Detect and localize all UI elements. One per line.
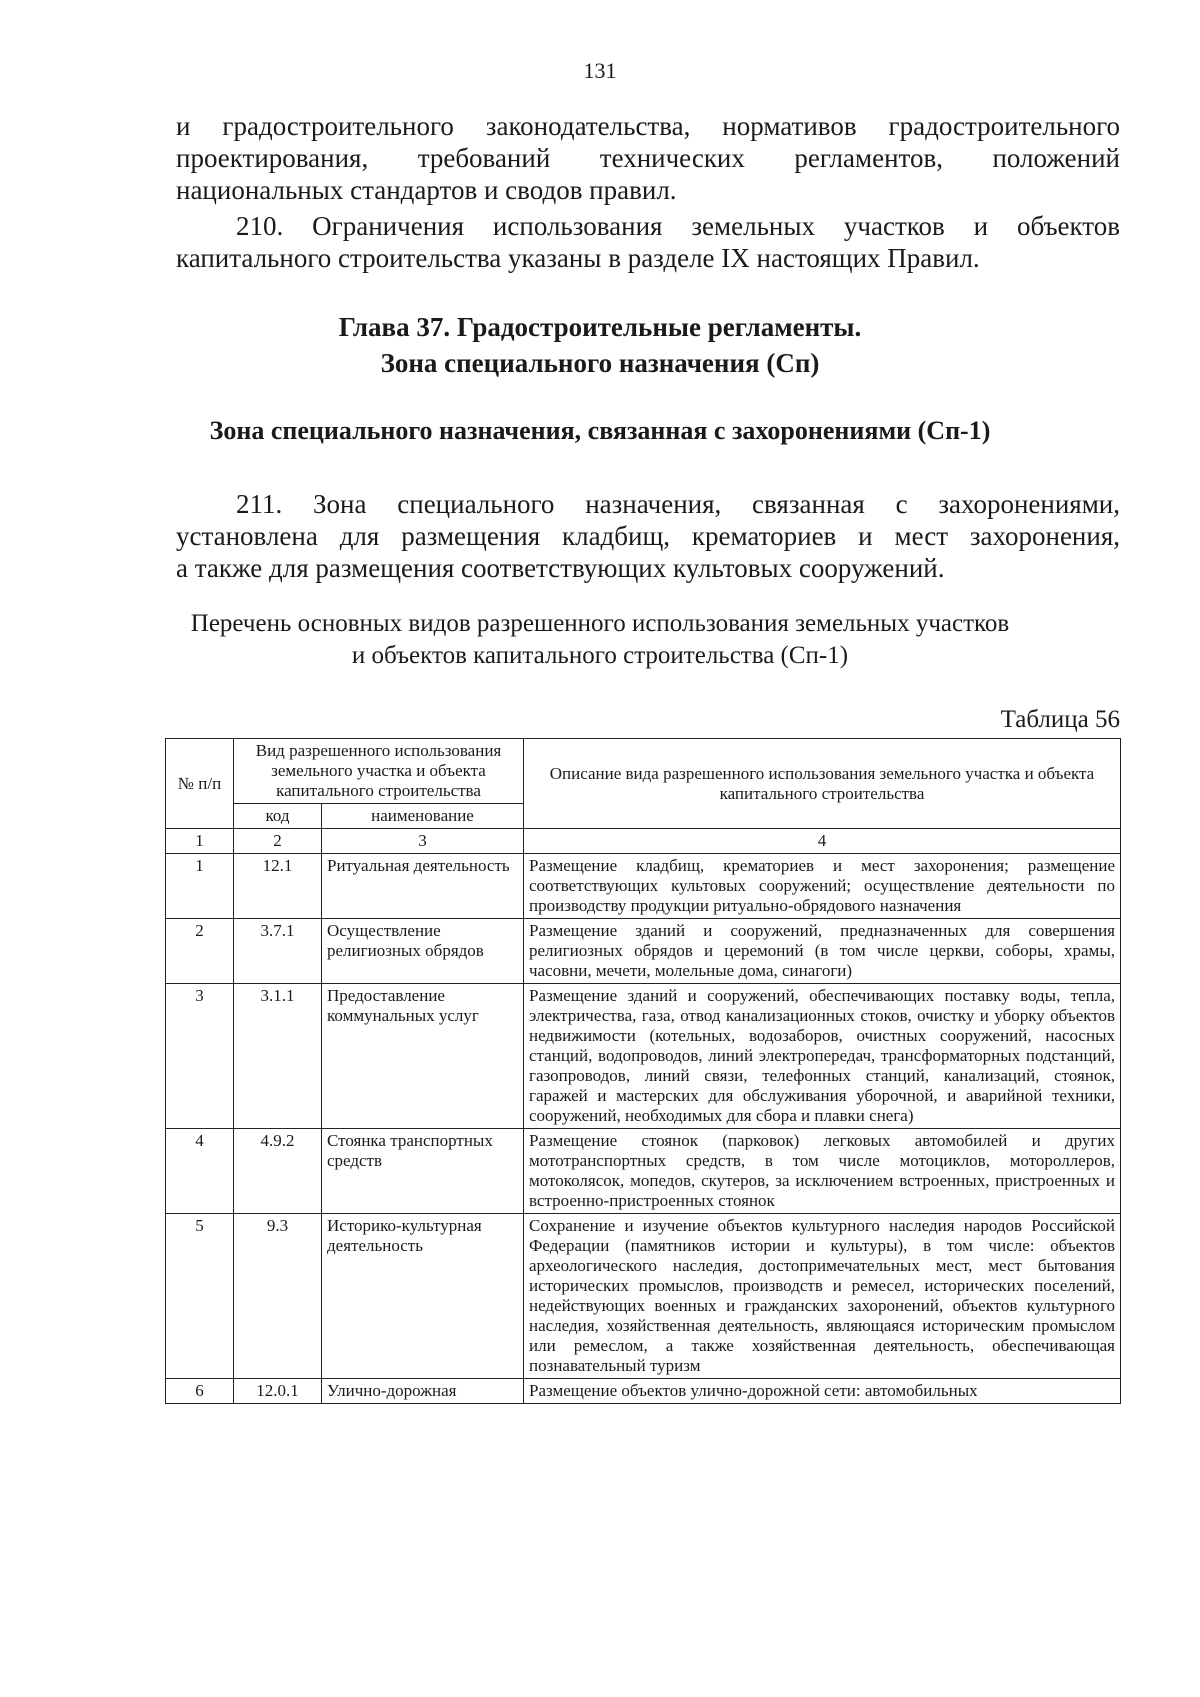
header-name: наименование <box>322 804 524 829</box>
row-num: 1 <box>166 854 234 919</box>
row-num: 5 <box>166 1214 234 1379</box>
table-row <box>166 919 1121 984</box>
row-code: 12.1 <box>234 854 322 919</box>
clause-210 <box>176 210 1120 274</box>
row-name: Историко-культурная деятельность <box>322 1214 524 1379</box>
list-title-continued: и объектов капитального строительства (Сп-1) <box>351 642 849 669</box>
row-code: 4.9.2 <box>234 1129 322 1214</box>
row-desc: Размещение кладбищ, крематориев и мест захоронения; размещение соответствующих культовых сооружений; осуществление деятельности по производству продукции ритуально-обрядового назначения <box>524 854 1121 919</box>
row-name: Улично-дорожная <box>322 1379 524 1404</box>
row-num: 4 <box>166 1129 234 1214</box>
row-code: 12.0.1 <box>234 1379 322 1404</box>
row-code: 9.3 <box>234 1214 322 1379</box>
text-line: проектирования, требований технических регламентов, положений <box>176 143 1120 173</box>
header-num: № п/п <box>166 739 234 829</box>
index-row <box>166 829 1121 854</box>
text-line: национальных стандартов и сводов правил. <box>176 175 677 205</box>
header-group: Вид разрешенного использования земельного участка и объекта капитального строительства <box>234 739 524 804</box>
row-name: Стоянка транспортных средств <box>322 1129 524 1214</box>
table-caption: Таблица 56 <box>1000 706 1120 733</box>
clause-211 <box>176 488 1120 584</box>
row-name: Осуществление религиозных обрядов <box>322 919 524 984</box>
header-code: код <box>234 804 322 829</box>
table-row <box>166 984 1121 1129</box>
regulations-table <box>165 738 1121 1404</box>
row-desc: Сохранение и изучение объектов культурного наследия народов Российской Федерации (памятников истории и культуры), в том числе: объектов археологического наследия, достопримечательных мест, мест бытования исторических промыслов, производств и ремесел, исторических поселений, недействующих военных и гражданских захоронений, объектов культурного наследия, хозяйственная деятельность, являющаяся историческим промыслом или ремеслом, а также хозяйственная деятельность, обеспечивающая познавательный туризм <box>524 1214 1121 1379</box>
row-desc: Размещение зданий и сооружений, предназначенных для совершения религиозных обрядов и церемоний (в том числе церкви, соборы, храмы, часовни, мечети, молельные дома, синагоги) <box>524 919 1121 984</box>
chapter-subtitle: Зона специального назначения (Сп) <box>380 348 820 378</box>
text-line: 211. Зона специального назначения, связанная с захоронениями, <box>236 489 1120 519</box>
index-cell: 2 <box>234 829 322 854</box>
table-row <box>166 1129 1121 1214</box>
row-desc: Размещение стоянок (парковок) легковых автомобилей и других мототранспортных средств, в том числе мотоциклов, мотороллеров, мотоколясок, мопедов, скутеров, за исключением встроенных, пристроенных и встроенно-пристроенных стоянок <box>524 1129 1121 1214</box>
chapter-title: Глава 37. Градостроительные регламенты. <box>338 312 862 342</box>
text-line: а также для размещения соответствующих культовых сооружений. <box>176 553 945 583</box>
text-line: капитального строительства указаны в разделе IX настоящих Правил. <box>176 243 980 273</box>
text-line: установлена для размещения кладбищ, крематориев и мест захоронения, <box>176 521 1120 551</box>
index-cell: 1 <box>166 829 234 854</box>
row-code: 3.7.1 <box>234 919 322 984</box>
row-desc: Размещение объектов улично-дорожной сети: автомобильных <box>524 1379 1121 1404</box>
table-row <box>166 1379 1121 1404</box>
header-desc: Описание вида разрешенного использования земельного участка и объекта капитального строительства <box>524 739 1121 829</box>
row-name: Ритуальная деятельность <box>322 854 524 919</box>
list-title: Перечень основных видов разрешенного использования земельных участков <box>190 610 1010 637</box>
row-num: 3 <box>166 984 234 1129</box>
row-name: Предоставление коммунальных услуг <box>322 984 524 1129</box>
row-num: 2 <box>166 919 234 984</box>
intro-paragraph <box>176 110 1120 206</box>
row-code: 3.1.1 <box>234 984 322 1129</box>
index-cell: 4 <box>524 829 1121 854</box>
index-cell: 3 <box>322 829 524 854</box>
page-number: 131 <box>583 58 617 83</box>
table-row <box>166 1214 1121 1379</box>
row-desc: Размещение зданий и сооружений, обеспечивающих поставку воды, тепла, электричества, газа, отвод канализационных стоков, очистку и уборку объектов недвижимости (котельных, водозаборов, очистных сооружений, насосных станций, водопроводов, линий электропередач, трансформаторных подстанций, газопроводов, линий связи, телефонных станций, канализаций, стоянок, гаражей и мастерских для обслуживания уборочной, и аварийной техники, сооружений, необходимых для сбора и плавки снега) <box>524 984 1121 1129</box>
table-row <box>166 854 1121 919</box>
row-num: 6 <box>166 1379 234 1404</box>
zone-title: Зона специального назначения, связанная с захоронениями (Сп-1) <box>209 416 991 445</box>
text-line: и градостроительного законодательства, нормативов градостроительного <box>176 111 1120 141</box>
text-line: 210. Ограничения использования земельных участков и объектов <box>236 211 1120 241</box>
